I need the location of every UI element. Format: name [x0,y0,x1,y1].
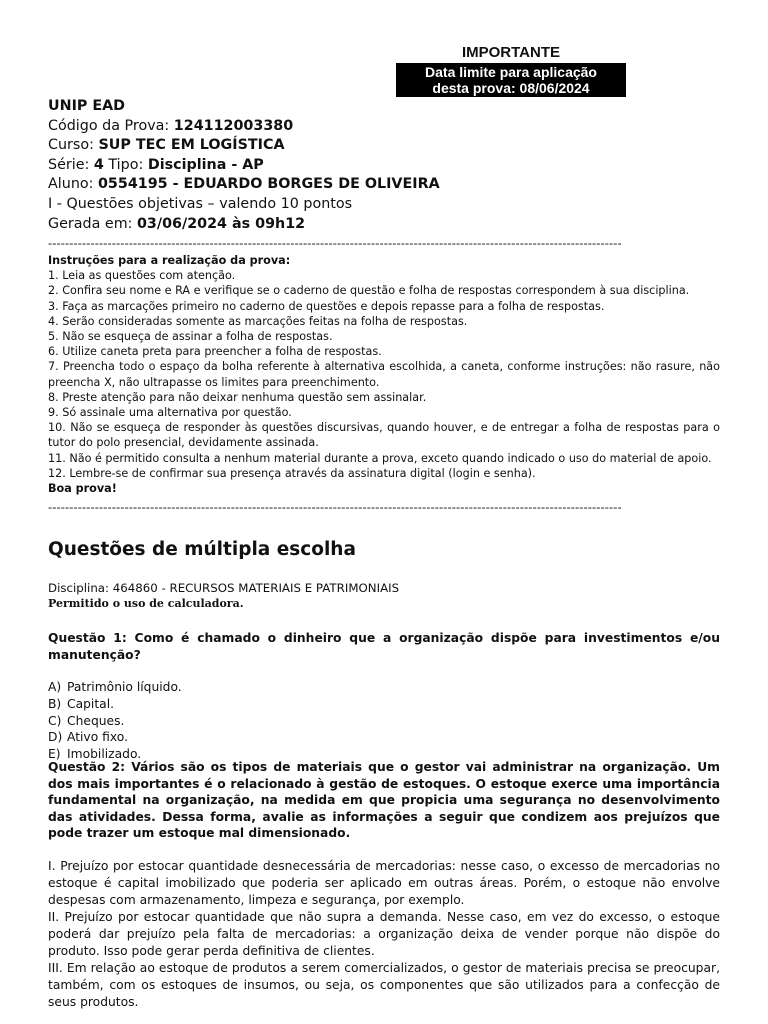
instruction-item: 5. Não se esqueça de assinar a folha de respostas. [48,330,333,344]
instruction-item: 1. Leia as questões com atenção. [48,269,236,283]
important-title: IMPORTANTE [461,44,561,61]
instruction-item: 4. Serão consideradas somente as marcações feitas na folha de respostas. [48,314,468,328]
instruction-item: 11. Não é permitido consulta a nenhum material durante a prova, exceto quando indicado o uso do material de apoio. [48,451,712,465]
option-a[interactable]: A) Patrimônio líquido. [48,680,182,694]
separator-bottom: --------------------------------------------------------------------------------------------------------------------------------------- [48,500,622,514]
instruction-item: 8. Preste atenção para não deixar nenhuma questão sem assinalar. [48,390,427,404]
generated-date: Gerada em: 03/06/2024 às 09h12 [48,215,306,232]
instruction-item: 12. Lembre-se de confirmar sua presença através da assinatura digital (login e senha). [48,466,536,480]
option-c[interactable]: C) Cheques. [48,713,125,728]
separator-top: --------------------------------------------------------------------------------------------------------------------------------------- [48,236,622,250]
exam-code: Código da Prova: 124112003380 [48,117,294,134]
option-b[interactable]: B) Capital. [48,696,115,711]
instructions [48,253,720,496]
series-type: Série: 4 Tipo: Disciplina - AP [48,156,264,173]
deadline-box [396,63,626,97]
student: Aluno: 0554195 - EDUARDO BORGES DE OLIVEIRA [48,176,440,193]
question-2-text: Questão 2: Vários são os tipos de materiais que o gestor vai administrar na organização. Um dos mais importantes é o relacionado à gestão de estoques. O estoque exerce uma importância fundamental na organização, na medida em que propicia uma segurança no desenvolvimento das atividades. Dessa forma, avalie as informações a seguir que condizem aos prejuízos que pode trazer um estoque mal dimensionado. [48,760,720,841]
question-2-statements [48,858,720,1011]
instruction-item: 2. Confira seu nome e RA e verifique se o caderno de questão e folha de respostas correspondem à sua disciplina. [48,284,690,298]
option-d[interactable]: D) Ativo fixo. [48,730,129,745]
calculator-note: Permitido o uso de calculadora. [48,597,244,610]
section-info: I - Questões objetivas – valendo 10 pontos [48,195,353,212]
instruction-item: 6. Utilize caneta preta para preencher a folha de respostas. [48,345,382,359]
institution: UNIP EAD [48,98,126,114]
instruction-item: 9. Só assinale uma alternativa por questão. [48,406,292,420]
instructions-title: Instruções para a realização da prova: [48,254,291,267]
deadline-line-2: desta prova: 08/06/2024 [432,80,590,96]
course: Curso: SUP TEC EM LOGÍSTICA [48,137,285,154]
option-e[interactable]: E) Imobilizado. [48,747,142,762]
statement-iii: III. Em relação ao estoque de produtos a serem comercializados, o gestor de materiais precisa se preocupar, também, com os estoques de insumos, ou seja, os componentes que são utilizados para a confecção de seus produtos. [48,960,720,1009]
discipline-info [48,580,728,611]
exam-header [48,97,728,234]
deadline-line-1: Data limite para aplicação [425,64,597,80]
instruction-item: 10. Não se esqueça de responder às questões discursivas, quando houver, e de entregar a folha de respostas para o tutor do polo presencial, devidamente assinada. [48,421,720,450]
statement-ii: II. Prejuízo por estocar quantidade que não supra a demanda. Nesse caso, em vez do excesso, o estoque poderá dar prejuízo pela falta de mercadorias: a organização deixa de vender porque não dispõe do produto. Isso pode gerar perda definitiva de clientes. [48,909,720,958]
question-1 [48,630,720,763]
discipline-line: Disciplina: 464860 - RECURSOS MATERIAIS E PATRIMONIAIS [48,581,400,595]
question-2 [48,759,720,1011]
question-1-options [48,679,720,763]
instructions-closing: Boa prova! [48,482,117,496]
section-title: Questões de múltipla escolha [48,539,356,560]
instruction-item: 7. Preencha todo o espaço da bolha referente à alternativa escolhida, a caneta, conforme instruções: não rasure, não preencha X, não ultrapasse os limites para preenchimento. [48,360,720,389]
question-1-text: Questão 1: Como é chamado o dinheiro que a organização dispõe para investimentos e/ou manutenção? [48,631,720,662]
instruction-item: 3. Faça as marcações primeiro no caderno de questões e depois repasse para a folha de respostas. [48,299,605,313]
statement-i: I. Prejuízo por estocar quantidade desnecessária de mercadorias: nesse caso, o excesso de mercadorias no estoque é capital imobilizado que poderia ser aplicado em outras áreas. Porém, o estoque não envolve despesas com armazenamento, limpeza e segurança, por exemplo. [48,858,720,907]
